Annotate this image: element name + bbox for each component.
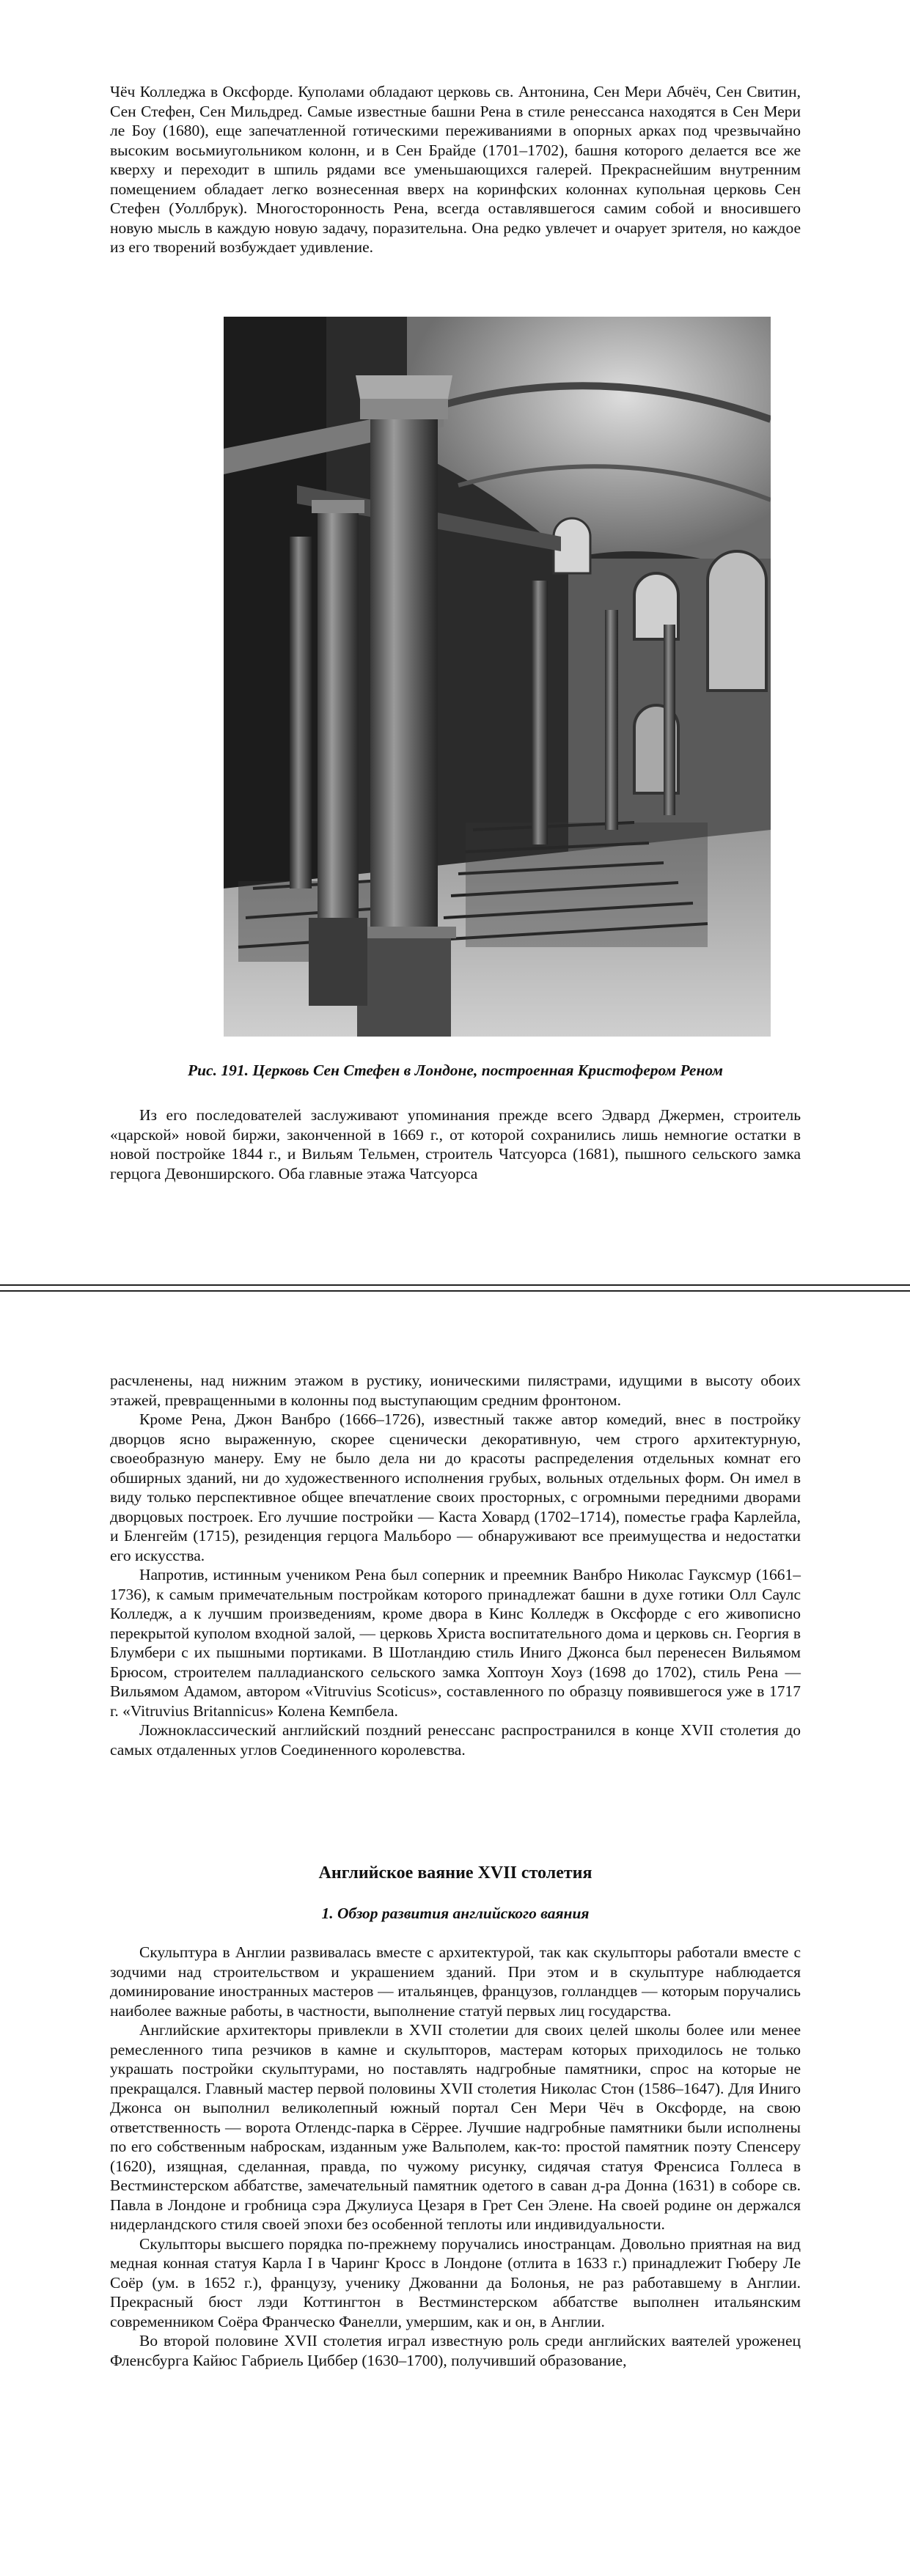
- text-block-architecture: [110, 1371, 801, 1759]
- text-block-top: [110, 82, 801, 257]
- text-block-sculpture: [110, 1943, 801, 2370]
- church-interior-photo: [224, 317, 771, 1037]
- paragraph: Скульптура в Англии развивалась вместе с архитектурой, так как скульпторы работали вместе с зодчими над строительством и украшением зданий. При этом и в скульптуре наблюдается доминирование иностранных мастеров — итальянцев, французов, голландцев — которым поручались наиболее важные работы, в частности, выполнение статуй первых лиц государства.: [110, 1943, 801, 2020]
- page-2: [0, 1290, 910, 2576]
- paragraph: Чёч Колледжа в Оксфорде. Куполами обладают церковь св. Антонина, Сен Мери Абчёч, Сен Свитин, Сен Стефен, Сен Мильдред. Самые известные башни Рена в стиле ренессанса находятся в Сен Мери ле Боу (1680), еще запечатленной готическими переживаниями в опорных арках под чрезвычайно высоким восьмиугольником колонн, и в Сен Брайде (1701–1702), башня которого делается все же кверху и переходит в шпиль рядами все уменьшающихся галерей. Прекраснейшим внутренним помещением обладает легко вознесенная вверх на коринфских колоннах купольная церковь Сен Стефен (Уоллбрук). Многосторонность Рена, всегда оставлявшегося самим собой и вносившего новую мысль в каждую новую задачу, поразительна. Она редко увлечет и очарует зрителя, но каждое из его творений возбуждает удивление.: [110, 83, 801, 256]
- paragraph: Во второй половине XVII столетия играл известную роль среди английских ваятелей уроженец Фленсбурга Кайюс Габриель Циббер (1630–1700), получивший образование,: [110, 2332, 801, 2369]
- paragraph: Кроме Рена, Джон Ванбро (1666–1726), известный также автор комедий, внес в постройку дворцов ясно выраженную, скорее сценически декоративную, чем строго архитектурную, своеобразную манеру. Ему не было дела ни до красоты распределения отдельных комнат его обширных зданий, ни до художественного исполнения грубых, вольных отдельных форм. Он имел в виду только перспективное общее впечатление своих просторных, с огромными передними дворами дворцовых построек. Его лучшие постройки — Каста Ховард (1702–1714), поместье графа Карлейла, и Бленгейм (1715), резиденция герцога Мальборо — обнаруживают все преимущества и недостатки его искусства.: [110, 1410, 801, 1564]
- paragraph: Английские архитекторы привлекли в XVII столетии для своих целей школы более или менее ремесленного типа резчиков в камне и скульпторов, мастерам которых приходилось не только украшать постройки скульптурами, но поставлять надгробные памятники, спрос на которые не прекращался. Главный мастер первой половины XVII столетия Николас Стон (1586–1647). Для Иниго Джонса он выполнил великолепный южный портал Сен Мери Чёч в Оксфорде, на свою ответственность — ворота Отлендс-парка в Сёррее. Лучшие надгробные памятники были исполнены по его собственным наброскам, изданным уже Вальполем, как-то: простой памятник поэту Спенсеру (1620), изящная, сделанная, правда, по чужому рисунку, сидячая статуя Френсиса Голлеса в Вестминстерском аббатстве, замечательный памятник одетого в саван д-ра Донна (1631) в соборе св. Павла в Лондоне и гробница сэра Джулиуса Цезаря в Грет Сен Элене. На своей родине он держался нидерландского стиля своей эпохи без особенной теплоты или индивидуальности.: [110, 2021, 801, 2233]
- paragraph: Ложноклассический английский поздний ренессанс распространился в конце XVII столетия до самых отдаленных углов Соединенного королевства.: [110, 1721, 801, 1759]
- section-heading: Английское ваяние XVII столетия: [318, 1863, 592, 1883]
- paragraph: Скульпторы высшего порядка по-прежнему поручались иностранцам. Довольно приятная на вид медная конная статуя Карла I в Чаринг Кросс в Лондоне (отлита в 1633 г.) принадлежит Гюберу Ле Соёр (ум. в 1652 г.), французу, ученику Джованни да Болонья, не раз работавшему в Англии. Прекрасный бюст лэди Коттингтон в Вестминстерском аббатстве выполнен итальянским современником Соёра Франческо Фанелли, умершим, как и он, в Англии.: [110, 2234, 801, 2330]
- paragraph: Напротив, истинным учеником Рена был соперник и преемник Ванбро Николас Гауксмур (1661–1736), к самым примечательным постройкам которого принадлежат башни в духе готики Олл Саулс Колледж, а к лучшим произведениям, кроме двора в Кинс Колледж в Оксфорде с его живописно перекрытой куполом входной залой, — церковь Христа воспитательного дома и церковь сн. Георгия в Блумбери с их пышными портиками. В Шотландию стиль Иниго Джонса был перенесен Вильямом Брюсом, строителем палладианского сельского замка Хоптоун Хоуз (1698 до 1702), стиль Рена — Вильямом Адамом, автором «Vitruvius Scoticus», составленного по образцу появившегося уже в 1717 г. «Vitruvius Britannicus» Колена Кемпбела.: [110, 1566, 801, 1720]
- page-1: [0, 0, 910, 1286]
- paragraph: расчленены, над нижним этажом в рустику, ионическими пилястрами, идущими в высоту обоих этажей, превращенными в колонны под выступающим средним фронтоном.: [110, 1372, 801, 1409]
- text-block-bottom: [110, 1105, 801, 1183]
- paragraph: Из его последователей заслуживают упоминания прежде всего Эдвард Джермен, строитель «царской» новой биржи, законченной в 1669 г., от которой сохранились лишь немногие остатки в новой постройке 1844 г., и Вильям Тельмен, строитель Чатсуорса (1681), пышного сельского замка герцога Девонширского. Оба главные этажа Чатсуорса: [110, 1106, 801, 1182]
- subsection-heading: 1. Обзор развития английского ваяния: [321, 1905, 590, 1922]
- figure-caption: Рис. 191. Церковь Сен Стефен в Лондоне, построенная Кристофером Реном: [187, 1061, 724, 1079]
